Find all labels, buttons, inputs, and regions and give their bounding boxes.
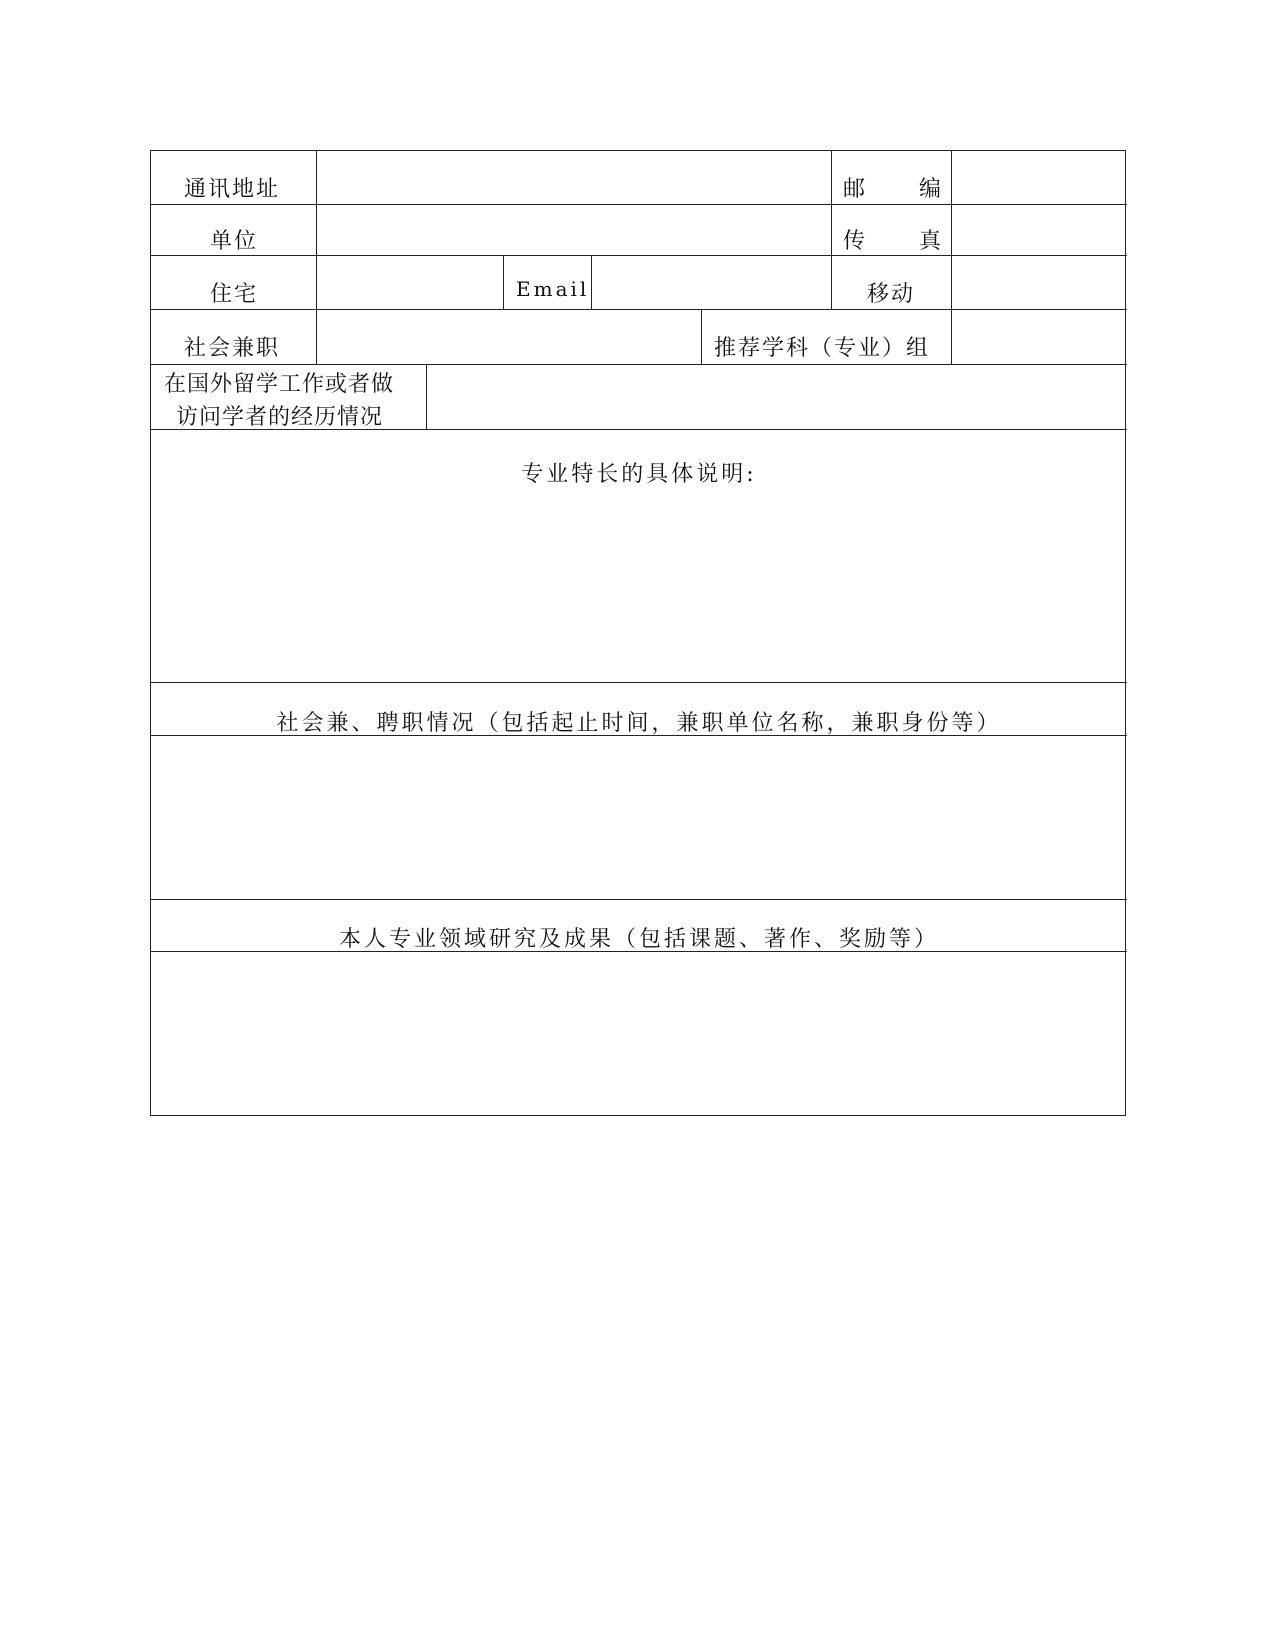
research-details-field[interactable] (151, 952, 1127, 1115)
email-label: Email (516, 277, 590, 301)
part-time-heading: 社会兼、聘职情况（包括起止时间，兼职单位名称，兼职身份等） (276, 711, 1002, 736)
postcode-label-part: 邮 (843, 177, 866, 202)
unit-label: 单位 (210, 229, 259, 254)
fax-label-part: 真 (918, 229, 941, 254)
social-part-time-field[interactable] (317, 310, 701, 364)
abroad-experience-label-line1: 在国外留学工作或者做 (164, 372, 395, 397)
unit-field[interactable] (317, 205, 831, 255)
home-phone-label: 住宅 (210, 282, 259, 307)
mobile-label: 移动 (867, 282, 916, 307)
recommended-group-label: 推荐学科（专业）组 (714, 336, 931, 361)
mobile-field[interactable] (952, 256, 1127, 309)
application-form-table (150, 150, 1126, 1116)
fax-label-part: 传 (843, 229, 866, 254)
postcode-label (843, 172, 941, 203)
research-heading: 本人专业领域研究及成果（包括课题、著作、奖励等） (338, 927, 939, 952)
address-field[interactable] (317, 151, 831, 204)
postcode-label-part: 编 (918, 177, 941, 202)
column-divider (701, 309, 702, 364)
abroad-experience-field[interactable] (427, 365, 1127, 429)
specialty-description-field[interactable] (151, 491, 1127, 682)
social-part-time-label: 社会兼职 (184, 336, 281, 361)
column-divider (503, 255, 504, 309)
fax-label (843, 224, 941, 255)
part-time-details-field[interactable] (151, 736, 1127, 899)
recommended-group-field[interactable] (952, 310, 1127, 364)
fax-field[interactable] (952, 205, 1127, 255)
email-field[interactable] (592, 256, 831, 309)
address-label: 通讯地址 (184, 177, 281, 202)
row-divider (151, 899, 1127, 900)
home-phone-field[interactable] (317, 256, 503, 309)
specialty-heading: 专业特长的具体说明: (521, 462, 757, 487)
postcode-field[interactable] (952, 151, 1127, 204)
row-divider (151, 682, 1127, 683)
column-divider (831, 151, 832, 309)
abroad-experience-label-line2: 访问学者的经历情况 (176, 405, 384, 430)
